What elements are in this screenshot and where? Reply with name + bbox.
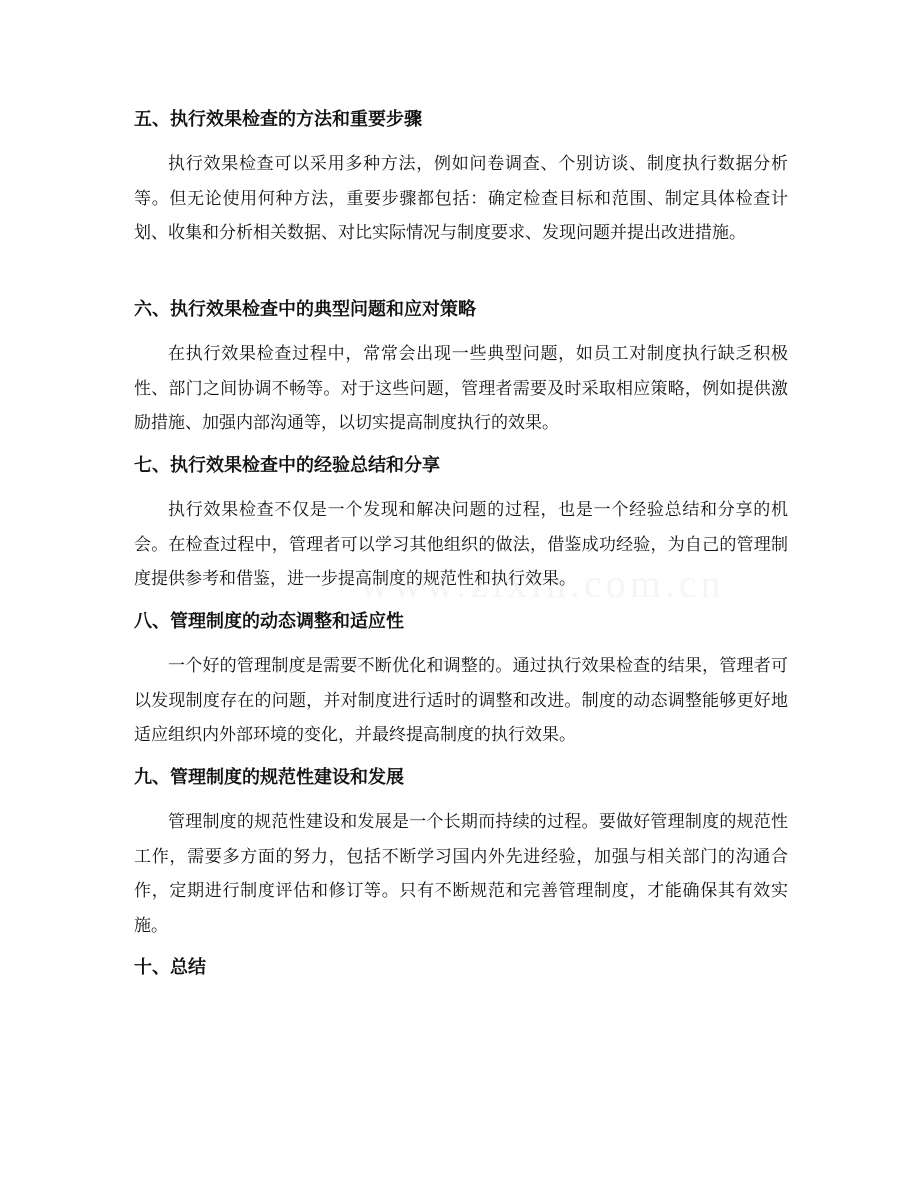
section-paragraph: 在执行效果检查过程中，常常会出现一些典型问题，如员工对制度执行缺乏积极性、部门之间协调不畅等。对于这些问题，管理者需要及时采取相应策略，例如提供激励措施、加强内部沟通等，以切实提高制度执行的效果。 [134,344,788,433]
section-8 [134,605,788,753]
section-7 [134,449,788,597]
section-5 [134,103,788,285]
section-heading: 八、管理制度的动态调整和适应性 [134,611,404,632]
section-paragraph: 管理制度的规范性建设和发展是一个长期而持续的过程。要做好管理制度的规范性工作，需要多方面的努力，包括不断学习国内外先进经验，加强与相关部门的沟通合作，定期进行制度评估和修订等。只有不断规范和完善管理制度，才能确保其有效实施。 [134,812,788,936]
section-heading: 九、管理制度的规范性建设和发展 [134,767,404,788]
section-paragraph: 一个好的管理制度是需要不断优化和调整的。通过执行效果检查的结果，管理者可以发现制度存在的问题，并对制度进行适时的调整和改进。制度的动态调整能够更好地适应组织内外部环境的变化，并最终提高制度的执行效果。 [134,656,788,745]
section-heading: 十、总结 [134,957,206,978]
document-page [134,103,788,995]
section-9 [134,761,788,943]
section-6 [134,293,788,441]
section-paragraph: 执行效果检查可以采用多种方法，例如问卷调查、个别访谈、制度执行数据分析等。但无论使用何种方法，重要步骤都包括：确定检查目标和范围、制定具体检查计划、收集和分析相关数据、对比实际情况与制度要求、发现问题并提出改进措施。 [134,154,788,243]
section-heading: 五、执行效果检查的方法和重要步骤 [134,109,422,130]
section-10 [134,951,788,985]
section-heading: 六、执行效果检查中的典型问题和应对策略 [134,299,476,320]
section-paragraph: 执行效果检查不仅是一个发现和解决问题的过程，也是一个经验总结和分享的机会。在检查过程中，管理者可以学习其他组织的做法，借鉴成功经验，为自己的管理制度提供参考和借鉴，进一步提高制度的规范性和执行效果。 [134,500,788,589]
section-heading: 七、执行效果检查中的经验总结和分享 [134,455,440,476]
